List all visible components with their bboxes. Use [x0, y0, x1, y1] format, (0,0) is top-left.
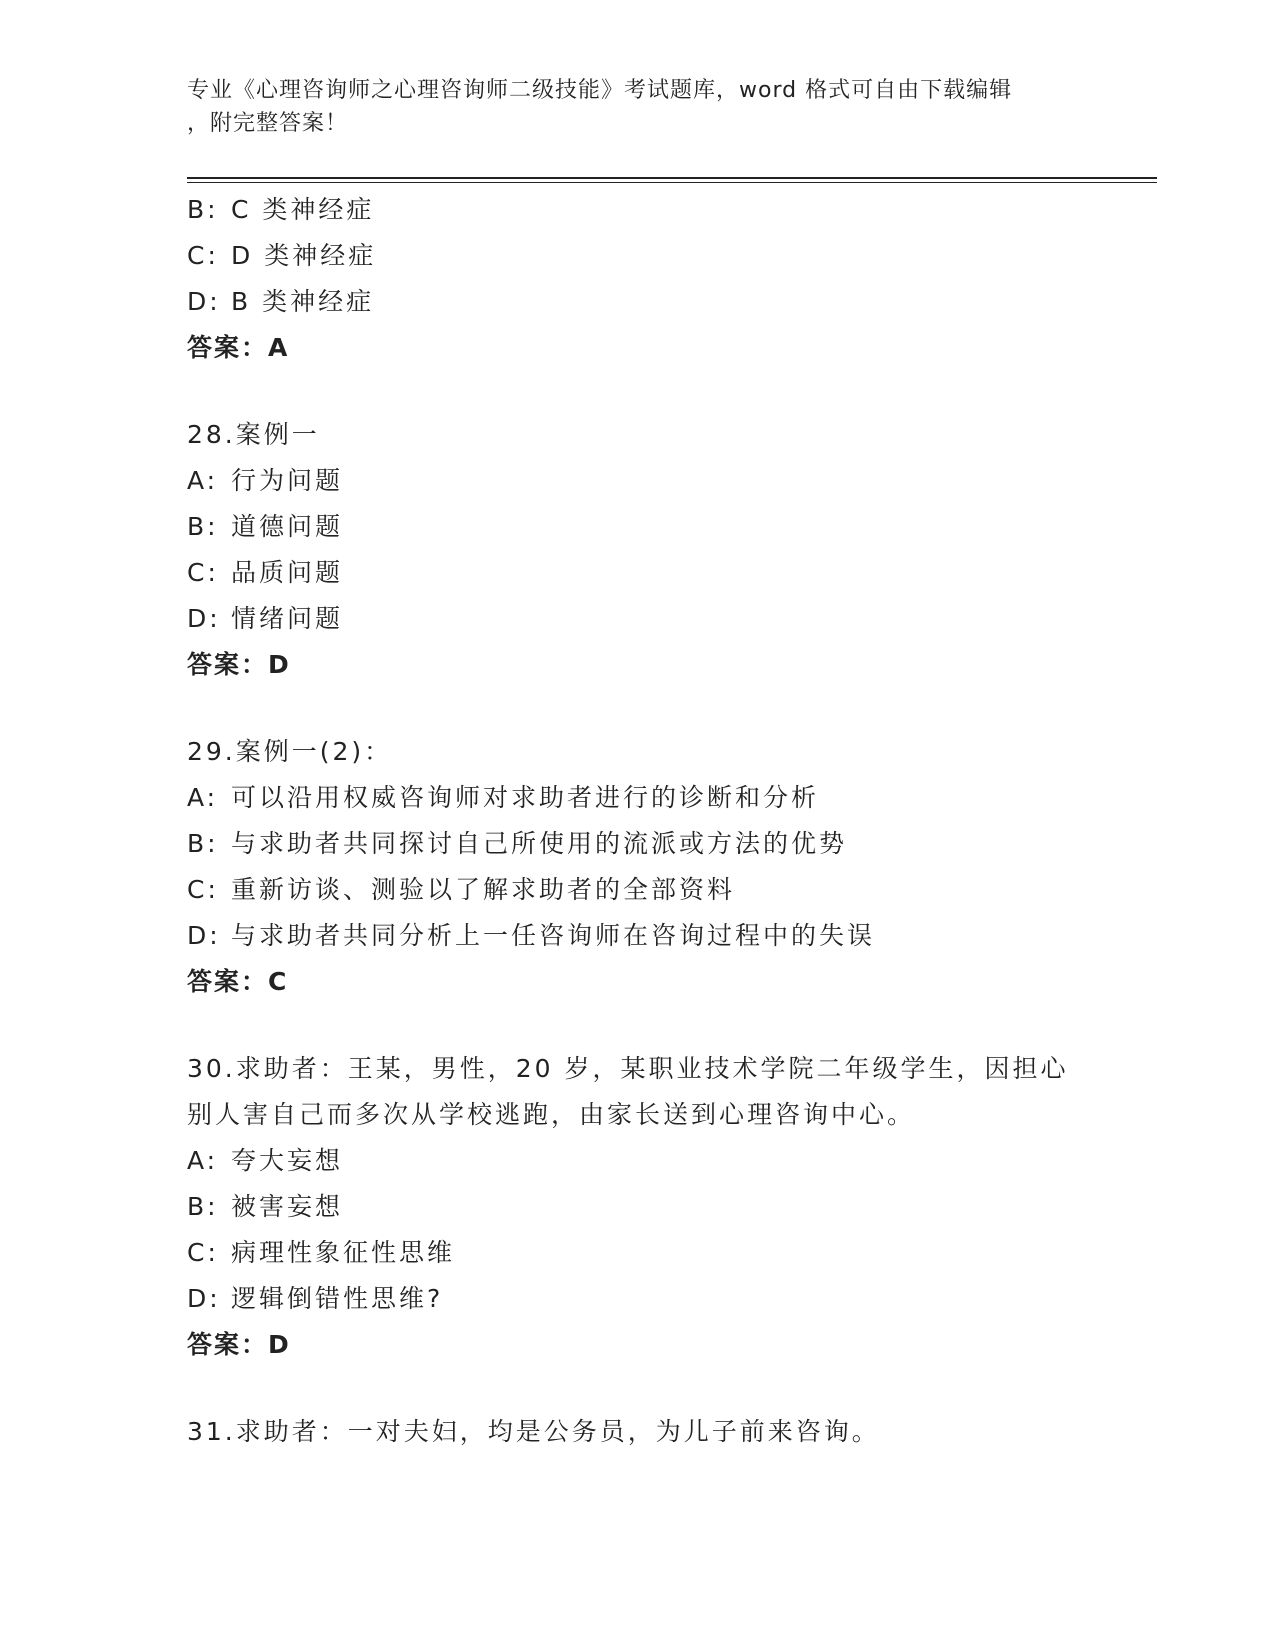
- question-title: 28.案例一: [187, 420, 320, 449]
- answer-line: 答案：D: [187, 1330, 291, 1359]
- option-c: C: D 类神经症: [187, 241, 377, 270]
- question-title: 31.求助者：一对夫妇，均是公务员，为儿子前来咨询。: [187, 1417, 880, 1446]
- question-list: [187, 187, 1087, 1455]
- option-c: C: 品质问题: [187, 558, 344, 587]
- header-line-1: 专业《心理咨询师之心理咨询师二级技能》考试题库，word 格式可自由下载编辑: [187, 78, 1013, 103]
- option-c: C: 重新访谈、测验以了解求助者的全部资料: [187, 875, 736, 904]
- option-b: B: 被害妄想: [187, 1192, 344, 1221]
- option-a: A: 行为问题: [187, 466, 344, 495]
- question-title: 29.案例一(2)：: [187, 737, 393, 766]
- answer-line: 答案：C: [187, 967, 289, 996]
- answer-line: 答案：D: [187, 650, 291, 679]
- question-title-line-1: 30.求助者：王某，男性，20 岁，某职业技术学院二年级学生，因担心: [187, 1054, 1069, 1083]
- document-header: [187, 74, 1087, 140]
- answer-line: 答案：A: [187, 333, 290, 362]
- option-b: B: 与求助者共同探讨自己所使用的流派或方法的优势: [187, 829, 848, 858]
- header-line-2: ，附完整答案！: [187, 111, 349, 136]
- question-27-continued: [187, 187, 1087, 371]
- option-d: D: 逻辑倒错性思维?: [187, 1284, 444, 1313]
- option-d: D: 与求助者共同分析上一任咨询师在咨询过程中的失误: [187, 921, 876, 950]
- option-b: B: C 类神经症: [187, 195, 375, 224]
- header-divider-thin: [187, 182, 1157, 183]
- question-31: [187, 1409, 1087, 1455]
- question-30: [187, 1046, 1087, 1368]
- option-a: A: 可以沿用权威咨询师对求助者进行的诊断和分析: [187, 783, 820, 812]
- question-29: [187, 729, 1087, 1005]
- question-28: [187, 412, 1087, 688]
- option-c: C: 病理性象征性思维: [187, 1238, 456, 1267]
- option-d: D: B 类神经症: [187, 287, 375, 316]
- option-a: A: 夸大妄想: [187, 1146, 344, 1175]
- header-divider-thick: [187, 177, 1157, 179]
- question-title-line-2: 别人害自己而多次从学校逃跑，由家长送到心理咨询中心。: [187, 1100, 916, 1129]
- option-d: D: 情绪问题: [187, 604, 344, 633]
- option-b: B: 道德问题: [187, 512, 344, 541]
